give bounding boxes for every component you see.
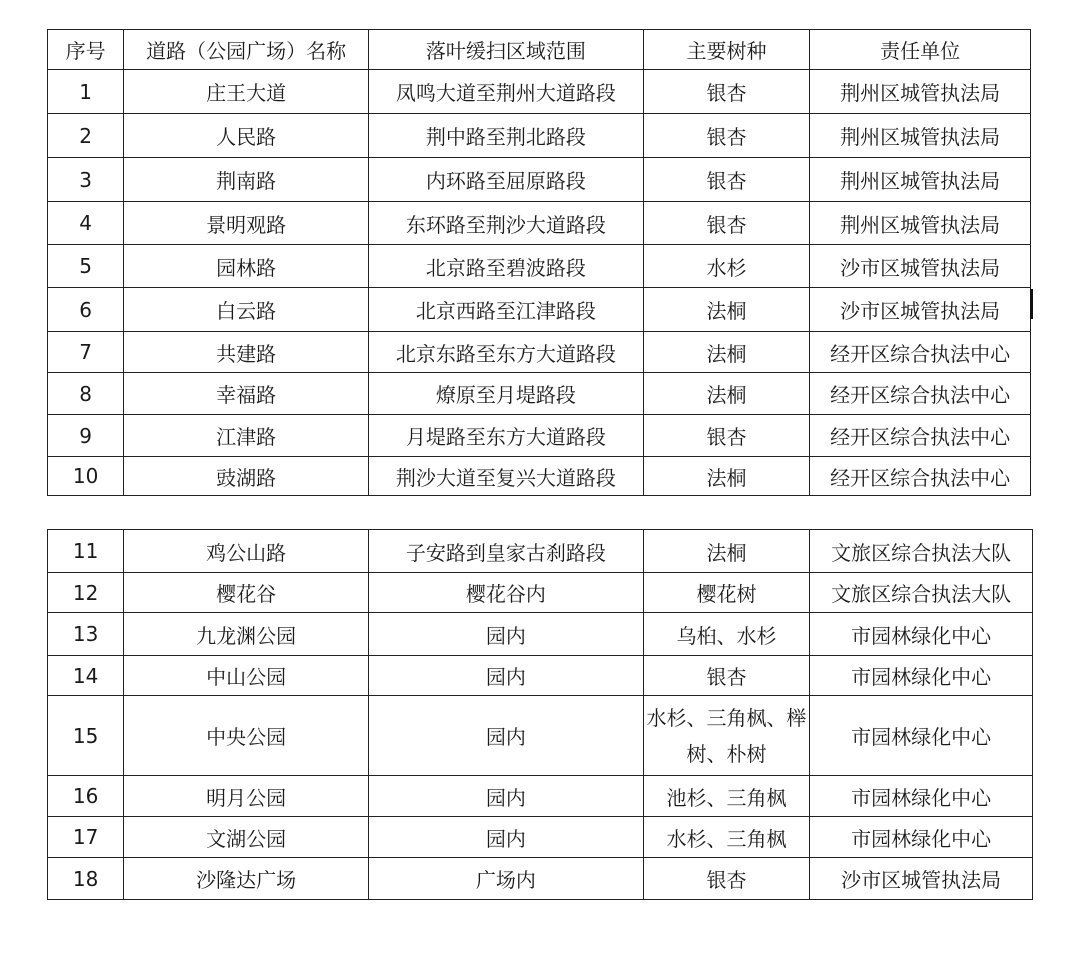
cell-road-name: 荆南路: [124, 158, 369, 202]
cell-responsible-unit: 沙市区城管执法局: [810, 288, 1031, 332]
cell-road-name: 樱花谷: [124, 573, 369, 613]
cell-tree-species: 法桐: [643, 332, 810, 373]
cell-responsible-unit: 荆州区城管执法局: [810, 202, 1031, 245]
cell-road-name: 人民路: [124, 114, 369, 158]
cell-area-range: 北京西路至江津路段: [368, 288, 643, 332]
cell-responsible-unit: 经开区综合执法中心: [810, 373, 1031, 415]
cell-responsible-unit: 沙市区城管执法局: [810, 858, 1033, 900]
cell-area-range: 荆沙大道至复兴大道路段: [368, 457, 643, 496]
table-row: [48, 656, 1033, 696]
table-row: [48, 202, 1031, 245]
cell-area-range: 园内: [368, 656, 643, 696]
header-tree-species: 主要树种: [643, 30, 810, 70]
cell-tree-species: 银杏: [643, 415, 810, 457]
table-row: [48, 530, 1033, 573]
cell-area-range: 子安路到皇家古刹路段: [368, 530, 643, 573]
table-row: [48, 70, 1031, 114]
cell-tree-species: 银杏: [643, 70, 810, 114]
table-row: [48, 288, 1031, 332]
cell-area-range: 内环路至屈原路段: [368, 158, 643, 202]
cell-responsible-unit: 文旅区综合执法大队: [810, 530, 1033, 573]
cell-road-name: 九龙渊公园: [124, 613, 369, 656]
cell-responsible-unit: 文旅区综合执法大队: [810, 573, 1033, 613]
cell-index: 13: [48, 613, 124, 656]
cell-tree-species: 银杏: [643, 656, 810, 696]
cell-road-name: 共建路: [124, 332, 369, 373]
cell-road-name: 园林路: [124, 245, 369, 288]
cell-index: 10: [48, 457, 124, 496]
cell-area-range: 广场内: [368, 858, 643, 900]
cell-index: 8: [48, 373, 124, 415]
cell-index: 15: [48, 696, 124, 776]
leaf-sweep-table-part1: [47, 29, 1031, 496]
cell-tree-species: 法桐: [643, 288, 810, 332]
cell-responsible-unit: 市园林绿化中心: [810, 776, 1033, 817]
cell-tree-species: 水杉、三角枫、榉树、朴树: [643, 696, 810, 776]
table-row: [48, 573, 1033, 613]
table-row: [48, 457, 1031, 496]
cell-area-range: 园内: [368, 613, 643, 656]
cell-road-name: 明月公园: [124, 776, 369, 817]
cell-index: 9: [48, 415, 124, 457]
header-area-range: 落叶缓扫区域范围: [368, 30, 643, 70]
cell-index: 12: [48, 573, 124, 613]
cell-index: 14: [48, 656, 124, 696]
cell-index: 18: [48, 858, 124, 900]
cell-road-name: 沙隆达广场: [124, 858, 369, 900]
table-row: [48, 158, 1031, 202]
cell-index: 1: [48, 70, 124, 114]
cell-responsible-unit: 市园林绿化中心: [810, 696, 1033, 776]
table-row: [48, 858, 1033, 900]
cell-responsible-unit: 经开区综合执法中心: [810, 332, 1031, 373]
cell-responsible-unit: 市园林绿化中心: [810, 656, 1033, 696]
cell-road-name: 幸福路: [124, 373, 369, 415]
cell-index: 5: [48, 245, 124, 288]
table-row: [48, 332, 1031, 373]
table-header-row: [48, 30, 1031, 70]
table-row: [48, 373, 1031, 415]
cell-responsible-unit: 荆州区城管执法局: [810, 158, 1031, 202]
cell-responsible-unit: 经开区综合执法中心: [810, 415, 1031, 457]
cell-index: 7: [48, 332, 124, 373]
cell-road-name: 白云路: [124, 288, 369, 332]
cell-area-range: 燎原至月堤路段: [368, 373, 643, 415]
cell-area-range: 园内: [368, 776, 643, 817]
cell-index: 4: [48, 202, 124, 245]
table-row: [48, 114, 1031, 158]
table-row: [48, 696, 1033, 776]
cell-area-range: 樱花谷内: [368, 573, 643, 613]
table-row: [48, 415, 1031, 457]
cell-responsible-unit: 荆州区城管执法局: [810, 70, 1031, 114]
cell-tree-species: 银杏: [643, 158, 810, 202]
cell-responsible-unit: 经开区综合执法中心: [810, 457, 1031, 496]
table-row: [48, 245, 1031, 288]
cell-index: 6: [48, 288, 124, 332]
cell-area-range: 月堤路至东方大道路段: [368, 415, 643, 457]
cell-tree-species: 樱花树: [643, 573, 810, 613]
cell-road-name: 文湖公园: [124, 817, 369, 858]
header-road-name: 道路（公园广场）名称: [124, 30, 369, 70]
cell-responsible-unit: 荆州区城管执法局: [810, 114, 1031, 158]
cell-road-name: 鸡公山路: [124, 530, 369, 573]
cell-responsible-unit: 沙市区城管执法局: [810, 245, 1031, 288]
cell-tree-species: 水杉、三角枫: [643, 817, 810, 858]
cell-index: 3: [48, 158, 124, 202]
cell-area-range: 园内: [368, 817, 643, 858]
cell-area-range: 北京东路至东方大道路段: [368, 332, 643, 373]
cell-area-range: 北京路至碧波路段: [368, 245, 643, 288]
cell-road-name: 庄王大道: [124, 70, 369, 114]
table-row: [48, 776, 1033, 817]
cell-road-name: 中央公园: [124, 696, 369, 776]
text-cursor-mark: [1030, 289, 1033, 319]
cell-tree-species: 银杏: [643, 858, 810, 900]
header-responsible-unit: 责任单位: [810, 30, 1031, 70]
cell-index: 2: [48, 114, 124, 158]
cell-area-range: 凤鸣大道至荆州大道路段: [368, 70, 643, 114]
cell-tree-species: 法桐: [643, 530, 810, 573]
cell-tree-species: 法桐: [643, 373, 810, 415]
cell-road-name: 景明观路: [124, 202, 369, 245]
cell-tree-species: 水杉: [643, 245, 810, 288]
cell-tree-species: 乌桕、水杉: [643, 613, 810, 656]
cell-index: 17: [48, 817, 124, 858]
cell-road-name: 江津路: [124, 415, 369, 457]
cell-tree-species: 池杉、三角枫: [643, 776, 810, 817]
cell-road-name: 豉湖路: [124, 457, 369, 496]
cell-area-range: 荆中路至荆北路段: [368, 114, 643, 158]
leaf-sweep-table-part2: [47, 529, 1033, 900]
cell-area-range: 东环路至荆沙大道路段: [368, 202, 643, 245]
cell-tree-species: 银杏: [643, 202, 810, 245]
cell-road-name: 中山公园: [124, 656, 369, 696]
cell-tree-species: 银杏: [643, 114, 810, 158]
cell-index: 11: [48, 530, 124, 573]
cell-area-range: 园内: [368, 696, 643, 776]
table-row: [48, 613, 1033, 656]
cell-tree-species: 法桐: [643, 457, 810, 496]
cell-index: 16: [48, 776, 124, 817]
header-index: 序号: [48, 30, 124, 70]
table-row: [48, 817, 1033, 858]
cell-responsible-unit: 市园林绿化中心: [810, 613, 1033, 656]
cell-responsible-unit: 市园林绿化中心: [810, 817, 1033, 858]
